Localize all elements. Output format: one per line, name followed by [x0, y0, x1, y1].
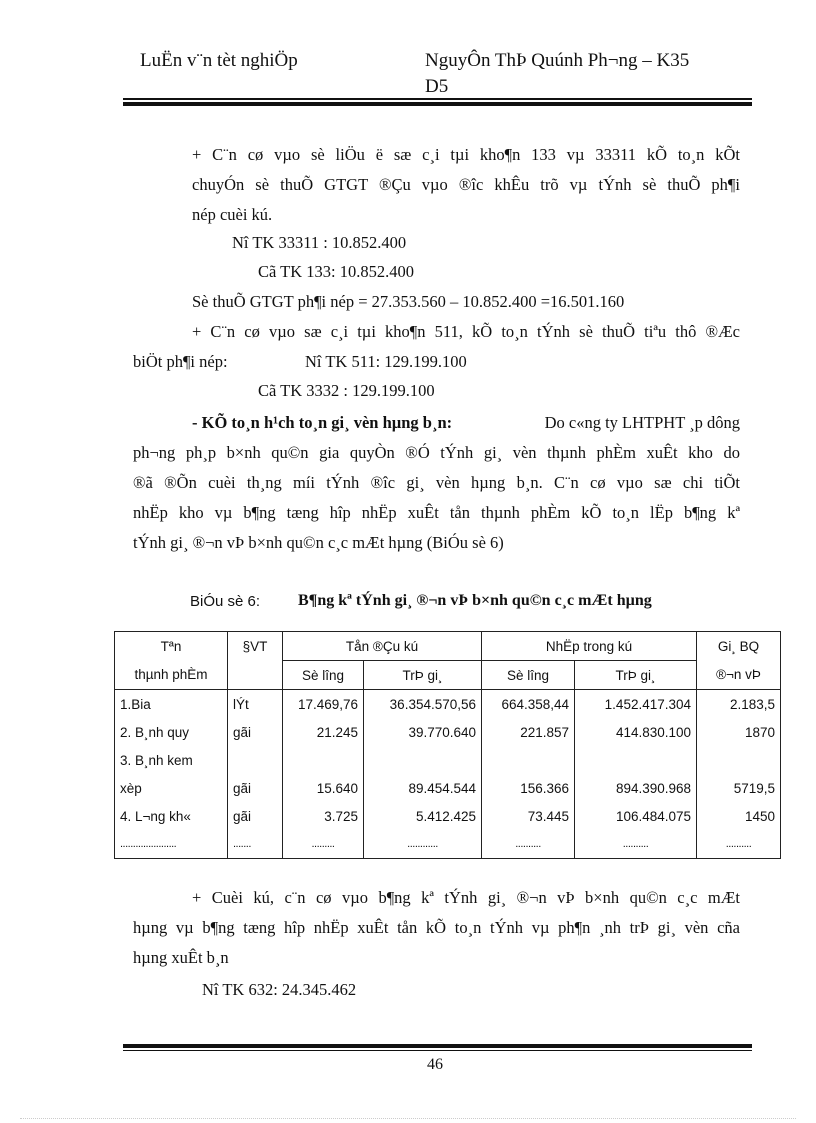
- cell-open-value: 39.770.640: [364, 718, 482, 746]
- journal-entry-credit: Cã TK 133: 10.852.400: [258, 262, 414, 281]
- cell-empty: [364, 746, 482, 774]
- cell-unit: gãi: [228, 774, 283, 802]
- header-in-value: TrÞ gi¸: [575, 661, 697, 690]
- cell-open-value: 89.454.544: [364, 774, 482, 802]
- paragraph-line: nép cuèi kú.: [192, 205, 273, 224]
- header-rule-thick: [123, 102, 752, 106]
- table-row-ellipsis: [115, 830, 781, 859]
- cell-avg: 1450: [697, 802, 781, 830]
- cell-empty: [575, 746, 697, 774]
- cell-name: 3. B¸nh kem: [115, 746, 228, 774]
- header-in-qty: Sè lîng: [482, 661, 575, 690]
- paragraph-line: tÝnh gi¸ ®¬n vÞ b×nh qu©n c¸c mÆt hµng (BiÓu sè 6): [133, 533, 504, 552]
- cell-dots: ..........: [697, 830, 781, 859]
- journal-entry-credit: Cã TK 3332 : 129.199.100: [258, 381, 435, 400]
- header-right: NguyÔn ThÞ Quúnh Ph¬ng – K35: [425, 50, 690, 71]
- cell-open-value: 5.412.425: [364, 802, 482, 830]
- paragraph-line: Do c«ng ty LHTPHT ¸p dông: [544, 413, 740, 432]
- cell-name: 2. B¸nh quy: [115, 718, 228, 746]
- journal-entry-debit: Nî TK 632: 24.345.462: [202, 980, 357, 999]
- paragraph-line: ®ã ®Õn cuèi th¸ng míi tÝnh ®îc gi¸ vèn hµng b¸n. C¨n cø vµo sæ chi tiÕt: [133, 473, 740, 492]
- section-heading: - KÕ to¸n h¹ch to¸n gi¸ vèn hµng b¸n:: [192, 413, 453, 432]
- header-open-value: TrÞ gi¸: [364, 661, 482, 690]
- table-header-row: [115, 661, 781, 690]
- cell-unit: gãi: [228, 718, 283, 746]
- table-header-row: [115, 632, 781, 661]
- cell-in-value: 414.830.100: [575, 718, 697, 746]
- table-row: [115, 718, 781, 746]
- cell-dots: ......................: [115, 830, 228, 859]
- vat-payable-calc: Sè thuÕ GTGT ph¶i nép = 27.353.560 – 10.852.400 =16.501.160: [192, 292, 625, 311]
- cell-in-value: 894.390.968: [575, 774, 697, 802]
- header-right-line2: D5: [425, 76, 449, 97]
- journal-entry-debit: Nî TK 511: 129.199.100: [305, 352, 467, 371]
- cell-in-qty: 156.366: [482, 774, 575, 802]
- header-open-qty: Sè lîng: [283, 661, 364, 690]
- cell-avg: 1870: [697, 718, 781, 746]
- page-number: 46: [427, 1056, 443, 1073]
- header-opening: Tån ®Çu kú: [283, 632, 482, 661]
- cell-in-value: 106.484.075: [575, 802, 697, 830]
- cell-name: xèp: [115, 774, 228, 802]
- cell-open-qty: 3.725: [283, 802, 364, 830]
- header-unit-blank: [228, 661, 283, 690]
- paragraph-line: ph¬ng ph¸p b×nh qu©n gia quyÒn ®Ó tÝnh gi¸ vèn thµnh phÈm xuÊt kho do: [133, 443, 740, 462]
- unit-cost-table: [114, 631, 781, 859]
- table-caption-label: BiÓu sè 6:: [190, 593, 261, 610]
- paragraph-line: hµng xuÊt b¸n: [133, 948, 229, 967]
- header-name: Tªn: [115, 632, 228, 661]
- cell-dots: ..........: [482, 830, 575, 859]
- cell-unit: lÝt: [228, 690, 283, 719]
- cell-in-qty: 221.857: [482, 718, 575, 746]
- cell-in-value: 1.452.417.304: [575, 690, 697, 719]
- table-caption-title: B¶ng kª tÝnh gi¸ ®¬n vÞ b×nh qu©n c¸c mÆt hµng: [298, 592, 652, 609]
- cell-in-qty: 664.358,44: [482, 690, 575, 719]
- paragraph-line: nhËp kho vµ b¶ng tæng hîp nhËp xuÊt tån thµnh phÈm kÕ to¸n lËp b¶ng kª: [133, 503, 740, 522]
- cell-avg: 2.183,5: [697, 690, 781, 719]
- header-rule-thin: [123, 98, 752, 100]
- header-left: LuËn v¨n tèt nghiÖp: [140, 50, 298, 71]
- cell-empty: [482, 746, 575, 774]
- cell-empty: [697, 746, 781, 774]
- page-edge-divider: [20, 1118, 796, 1119]
- paragraph-line: biÖt ph¶i nép:: [133, 352, 228, 371]
- cell-dots: .......: [228, 830, 283, 859]
- footer-rule-thick: [123, 1044, 752, 1048]
- cell-dots: ............: [364, 830, 482, 859]
- cell-avg: 5719,5: [697, 774, 781, 802]
- paragraph-line: + C¨n cø vµo sè liÖu ë sæ c¸i tµi kho¶n 133 vµ 33311 kÕ to¸n kÕt: [192, 145, 740, 164]
- table-row: [115, 690, 781, 719]
- table-row: [115, 746, 781, 774]
- cell-open-qty: 15.640: [283, 774, 364, 802]
- paragraph-line: + Cuèi kú, c¨n cø vµo b¶ng kª tÝnh gi¸ ®¬n vÞ b×nh qu©n c¸c mÆt: [192, 888, 740, 907]
- cell-open-qty: 17.469,76: [283, 690, 364, 719]
- cell-in-qty: 73.445: [482, 802, 575, 830]
- header-unit: §VT: [228, 632, 283, 661]
- paragraph-line: hµng vµ b¶ng tæng hîp nhËp xuÊt tån kÕ to¸n tÝnh vµ ph¶n ¸nh trÞ gi¸ vèn cña: [133, 918, 740, 937]
- section-heading-line: [192, 413, 740, 433]
- header-avg: Gi¸ BQ: [697, 632, 781, 661]
- cell-open-qty: 21.245: [283, 718, 364, 746]
- paragraph-line: chuyÓn sè thuÕ GTGT ®Çu vµo ®îc khÊu trõ vµ tÝnh sè thuÕ ph¶i: [192, 175, 740, 194]
- cell-empty: [228, 746, 283, 774]
- footer-rule-thin: [123, 1050, 752, 1051]
- cell-dots: ..........: [575, 830, 697, 859]
- cell-dots: .........: [283, 830, 364, 859]
- cell-name: 4. L¬ng kh«: [115, 802, 228, 830]
- table-row: [115, 802, 781, 830]
- cell-open-value: 36.354.570,56: [364, 690, 482, 719]
- header-receipts: NhËp trong kú: [482, 632, 697, 661]
- table-row: [115, 774, 781, 802]
- cell-unit: gãi: [228, 802, 283, 830]
- cell-name: 1.Bia: [115, 690, 228, 719]
- header-avg-2: ®¬n vÞ: [697, 661, 781, 690]
- header-name-2: thµnh phÈm: [115, 661, 228, 690]
- journal-entry-debit: Nî TK 33311 : 10.852.400: [232, 233, 407, 252]
- cell-empty: [283, 746, 364, 774]
- paragraph-line: + C¨n cø vµo sæ c¸i tµi kho¶n 511, kÕ to¸n tÝnh sè thuÕ tiªu thô ®Æc: [192, 322, 740, 341]
